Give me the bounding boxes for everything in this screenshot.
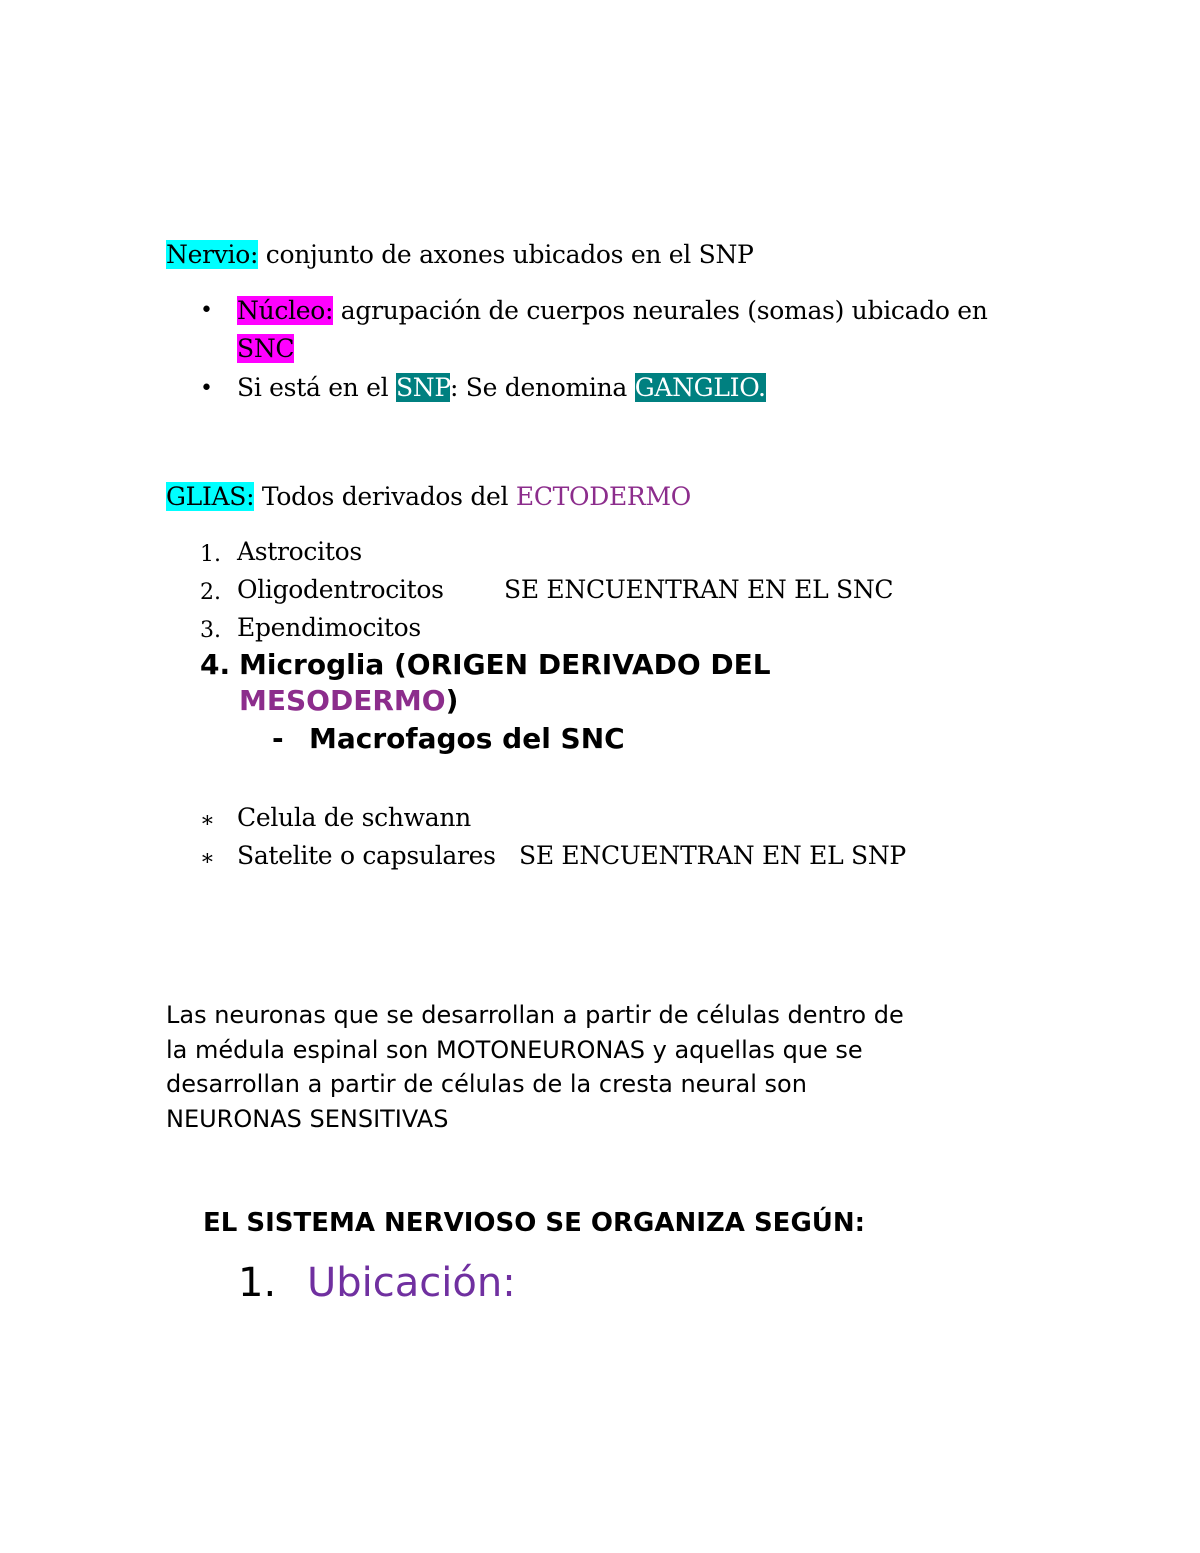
mesodermo-line [239, 684, 458, 717]
snp-mid: : Se denomina [450, 373, 635, 402]
nucleo-line-2 [237, 334, 294, 363]
bullet-dot: • [200, 298, 213, 323]
ectodermo-term: ECTODERMO [515, 482, 691, 511]
nervio-text: conjunto de axones ubicados en el SNP [258, 240, 754, 269]
list-item-schwann: Celula de schwann [237, 803, 471, 832]
nucleo-text: agrupación de cuerpos neurales (somas) ubicado en [333, 296, 988, 325]
microglia-line: Microglia (ORIGEN DERIVADO DEL [239, 648, 771, 681]
list-number: 4. [200, 648, 231, 681]
snp-note: SE ENCUENTRAN EN EL SNP [519, 841, 906, 870]
paragraph-line-4: NEURONAS SENSITIVAS [166, 1105, 449, 1133]
nucleo-snc: SNC [237, 334, 295, 363]
list-item-ependimocitos: Ependimocitos [237, 613, 421, 642]
list-number: 2. [200, 580, 221, 605]
ubicacion-label: Ubicación: [307, 1260, 516, 1306]
mesodermo-term: MESODERMO [239, 684, 446, 717]
nervio-line [166, 240, 754, 269]
nucleo-term: Núcleo: [237, 296, 334, 325]
list-item-satelite: Satelite o capsulares [237, 841, 496, 870]
list-item-oligodentrocitos: Oligodentrocitos [237, 575, 444, 604]
snp-term: SNP [395, 373, 451, 402]
asterisk-icon: ∗ [200, 808, 215, 833]
snp-line [237, 373, 766, 402]
list-number: 3. [200, 618, 221, 643]
nervio-term: Nervio: [166, 240, 259, 269]
paragraph-line-1: Las neuronas que se desarrollan a partir de células dentro de [166, 1001, 904, 1029]
mesodermo-close: ) [445, 684, 459, 717]
list-number: 1. [238, 1260, 277, 1306]
dash-marker: - [272, 722, 284, 755]
list-item-astrocitos: Astrocitos [237, 537, 362, 566]
snc-note: SE ENCUENTRAN EN EL SNC [504, 575, 894, 604]
ganglio-term: GANGLIO. [634, 373, 766, 402]
section-heading: EL SISTEMA NERVIOSO SE ORGANIZA SEGÚN: [203, 1208, 866, 1238]
bullet-dot: • [200, 376, 213, 401]
macrofagos-line: Macrofagos del SNC [309, 722, 625, 755]
asterisk-icon: ∗ [200, 846, 215, 871]
paragraph-line-3: desarrollan a partir de células de la cresta neural son [166, 1070, 807, 1098]
glias-line [166, 482, 691, 511]
snp-pre: Si está en el [237, 373, 396, 402]
glias-text: Todos derivados del [254, 482, 516, 511]
paragraph-line-2: la médula espinal son MOTONEURONAS y aquellas que se [166, 1036, 863, 1064]
list-number: 1. [200, 542, 221, 567]
glias-term: GLIAS: [166, 482, 255, 511]
nucleo-line [237, 296, 988, 325]
